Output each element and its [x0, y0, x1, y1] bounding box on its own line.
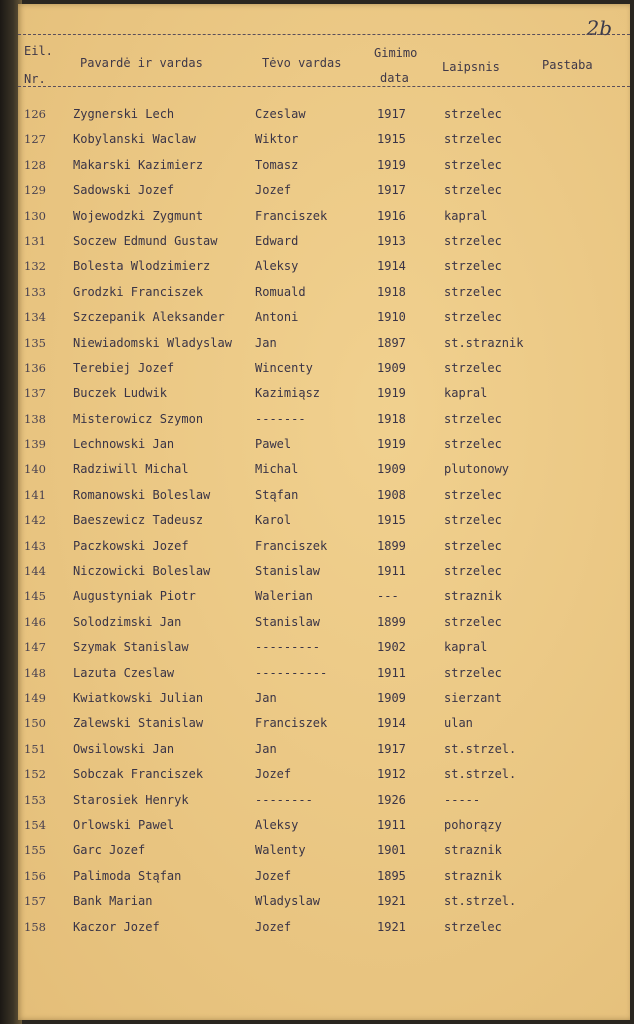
row-name: Szczepanik Aleksander	[73, 310, 225, 325]
header-top-dashed-line	[18, 34, 630, 35]
row-name: Niewiadomski Wladyslaw	[73, 335, 232, 350]
row-rank: strzelec	[444, 360, 502, 375]
row-father-name: --------	[255, 792, 313, 807]
row-birth-year: 1918	[377, 284, 406, 299]
row-birth-year: 1911	[377, 817, 406, 832]
row-father-name: Aleksy	[255, 259, 299, 274]
row-rank: straznik	[444, 589, 502, 604]
row-name: Szymak Stanislaw	[73, 640, 189, 655]
table-row	[18, 127, 630, 152]
table-row	[18, 407, 630, 432]
row-number: 156	[24, 868, 46, 883]
row-father-name: Kazimiąsz	[255, 386, 321, 401]
header-nr-label-1: Eil.	[24, 44, 53, 58]
row-number: 155	[24, 843, 46, 858]
row-rank: strzelec	[444, 183, 502, 198]
header-father-label: Tėvo vardas	[262, 56, 342, 70]
row-number: 158	[24, 919, 46, 934]
row-name: Kwiatkowski Julian	[73, 690, 204, 705]
row-birth-year: 1911	[377, 665, 406, 680]
header-name-label: Pavardė ir vardas	[80, 56, 203, 70]
table-row	[18, 610, 630, 635]
row-name: Lazuta Czeslaw	[73, 665, 175, 680]
row-father-name: Karol	[255, 513, 292, 528]
header-rank-label: Laipsnis	[442, 60, 500, 74]
table-row	[18, 483, 630, 508]
row-birth-year: 1916	[377, 208, 406, 223]
table-row	[18, 661, 630, 686]
row-number: 150	[24, 716, 46, 731]
row-birth-year: 1926	[377, 792, 406, 807]
document-page	[18, 4, 630, 1020]
row-name: Bank Marian	[73, 894, 153, 909]
row-father-name: Franciszek	[255, 716, 328, 731]
row-number: 133	[24, 284, 46, 299]
row-number: 141	[24, 487, 46, 502]
row-number: 147	[24, 640, 46, 655]
row-birth-year: 1899	[377, 538, 406, 553]
row-name: Romanowski Boleslaw	[73, 487, 211, 502]
row-number: 149	[24, 690, 46, 705]
table-row	[18, 280, 630, 305]
row-name: Owsilowski Jan	[73, 741, 175, 756]
roster-table-body	[18, 102, 630, 940]
row-rank: strzelec	[444, 157, 502, 172]
row-father-name: Wiktor	[255, 132, 299, 147]
row-father-name: Jan	[255, 335, 277, 350]
row-number: 146	[24, 614, 46, 629]
row-name: Paczkowski Jozef	[73, 538, 189, 553]
table-row	[18, 254, 630, 279]
row-birth-year: 1921	[377, 919, 406, 934]
table-row	[18, 178, 630, 203]
row-birth-year: 1908	[377, 487, 406, 502]
row-number: 143	[24, 538, 46, 553]
row-father-name: Jozef	[255, 919, 292, 934]
row-name: Buczek Ludwik	[73, 386, 167, 401]
row-father-name: Romuald	[255, 284, 306, 299]
row-rank: strzelec	[444, 437, 502, 452]
row-rank: kapral	[444, 640, 488, 655]
row-number: 144	[24, 564, 46, 579]
row-rank: -----	[444, 792, 481, 807]
row-birth-year: 1917	[377, 183, 406, 198]
table-row	[18, 788, 630, 813]
row-name: Zygnerski Lech	[73, 107, 175, 121]
row-birth-year: 1919	[377, 157, 406, 172]
table-row	[18, 204, 630, 229]
row-father-name: -------	[255, 411, 306, 426]
row-father-name: Antoni	[255, 310, 299, 325]
row-number: 126	[24, 107, 46, 121]
row-number: 127	[24, 132, 46, 147]
row-number: 157	[24, 894, 46, 909]
row-rank: straznik	[444, 843, 502, 858]
row-birth-year: 1910	[377, 310, 406, 325]
row-number: 129	[24, 183, 46, 198]
row-father-name: Wladyslaw	[255, 894, 321, 909]
table-row	[18, 381, 630, 406]
row-rank: strzelec	[444, 132, 502, 147]
row-name: Kaczor Jozef	[73, 919, 160, 934]
row-father-name: Walenty	[255, 843, 306, 858]
row-name: Zalewski Stanislaw	[73, 716, 204, 731]
row-name: Starosiek Henryk	[73, 792, 189, 807]
row-birth-year: 1895	[377, 868, 406, 883]
row-father-name: Franciszek	[255, 538, 328, 553]
header-birth-label-1: Gimimo	[374, 46, 418, 60]
row-birth-year: 1909	[377, 462, 406, 477]
row-rank: st.strzel.	[444, 894, 517, 909]
row-rank: strzelec	[444, 107, 502, 121]
row-father-name: Edward	[255, 233, 299, 248]
table-row	[18, 508, 630, 533]
row-name: Sadowski Jozef	[73, 183, 175, 198]
row-number: 137	[24, 386, 46, 401]
table-row	[18, 813, 630, 838]
row-number: 128	[24, 157, 46, 172]
row-number: 132	[24, 259, 46, 274]
table-row	[18, 915, 630, 940]
row-father-name: Michal	[255, 462, 299, 477]
table-row	[18, 559, 630, 584]
row-number: 152	[24, 767, 46, 782]
row-number: 153	[24, 792, 46, 807]
row-name: Soczew Edmund Gustaw	[73, 233, 218, 248]
table-row	[18, 864, 630, 889]
row-name: Baeszewicz Tadeusz	[73, 513, 204, 528]
row-birth-year: 1915	[377, 513, 406, 528]
row-father-name: Walerian	[255, 589, 313, 604]
table-row	[18, 838, 630, 863]
row-name: Kobylanski Waclaw	[73, 132, 196, 147]
row-rank: strzelec	[444, 614, 502, 629]
row-birth-year: 1914	[377, 716, 406, 731]
row-number: 140	[24, 462, 46, 477]
sheet-number: 2b	[586, 16, 612, 40]
row-rank: strzelec	[444, 564, 502, 579]
row-father-name: Franciszek	[255, 208, 328, 223]
row-father-name: ----------	[255, 665, 328, 680]
table-row	[18, 737, 630, 762]
row-name: Wojewodzki Zygmunt	[73, 208, 204, 223]
row-rank: straznik	[444, 868, 502, 883]
row-rank: kapral	[444, 386, 488, 401]
table-row	[18, 356, 630, 381]
table-row	[18, 534, 630, 559]
row-name: Lechnowski Jan	[73, 437, 175, 452]
row-birth-year: 1921	[377, 894, 406, 909]
table-row	[18, 711, 630, 736]
header-birth-label-2: data	[380, 71, 409, 85]
row-father-name: Stanislaw	[255, 564, 321, 579]
row-birth-year: 1917	[377, 107, 406, 121]
row-rank: st.strzel.	[444, 741, 517, 756]
row-rank: strzelec	[444, 665, 502, 680]
row-birth-year: 1911	[377, 564, 406, 579]
row-birth-year: 1914	[377, 259, 406, 274]
row-birth-year: 1909	[377, 360, 406, 375]
table-row	[18, 762, 630, 787]
table-row	[18, 331, 630, 356]
row-birth-year: 1912	[377, 767, 406, 782]
row-rank: strzelec	[444, 538, 502, 553]
row-number: 131	[24, 233, 46, 248]
row-rank: strzelec	[444, 259, 502, 274]
row-number: 136	[24, 360, 46, 375]
row-number: 130	[24, 208, 46, 223]
row-birth-year: 1915	[377, 132, 406, 147]
row-rank: plutonowy	[444, 462, 510, 477]
table-row	[18, 457, 630, 482]
row-birth-year: 1909	[377, 690, 406, 705]
row-name: Augustyniak Piotr	[73, 589, 196, 604]
row-rank: strzelec	[444, 919, 502, 934]
row-birth-year: 1897	[377, 335, 406, 350]
row-name: Terebiej Jozef	[73, 360, 175, 375]
row-father-name: Tomasz	[255, 157, 299, 172]
row-number: 151	[24, 741, 46, 756]
row-number: 135	[24, 335, 46, 350]
row-name: Solodzimski Jan	[73, 614, 182, 629]
row-birth-year: 1913	[377, 233, 406, 248]
table-header	[18, 4, 630, 94]
table-row	[18, 584, 630, 609]
row-birth-year: 1919	[377, 437, 406, 452]
row-birth-year: 1899	[377, 614, 406, 629]
table-row	[18, 686, 630, 711]
row-rank: strzelec	[444, 284, 502, 299]
row-rank: sierzant	[444, 690, 502, 705]
row-name: Misterowicz Szymon	[73, 411, 204, 426]
row-father-name: Jozef	[255, 183, 292, 198]
row-father-name: Pawel	[255, 437, 292, 452]
row-name: Garc Jozef	[73, 843, 146, 858]
row-number: 138	[24, 411, 46, 426]
table-row	[18, 305, 630, 330]
row-birth-year: 1901	[377, 843, 406, 858]
row-name: Radziwill Michal	[73, 462, 189, 477]
row-number: 134	[24, 310, 46, 325]
row-father-name: Jozef	[255, 868, 292, 883]
row-number: 142	[24, 513, 46, 528]
header-bottom-dashed-line	[18, 86, 630, 87]
row-rank: ulan	[444, 716, 473, 731]
row-rank: pohorązy	[444, 817, 502, 832]
row-father-name: Jozef	[255, 767, 292, 782]
row-name: Palimoda Stąfan	[73, 868, 182, 883]
table-row	[18, 432, 630, 457]
row-birth-year: 1902	[377, 640, 406, 655]
row-birth-year: 1918	[377, 411, 406, 426]
table-row	[18, 153, 630, 178]
row-name: Orlowski Pawel	[73, 817, 175, 832]
row-father-name: ---------	[255, 640, 321, 655]
row-name: Makarski Kazimierz	[73, 157, 204, 172]
row-rank: strzelec	[444, 487, 502, 502]
row-father-name: Jan	[255, 690, 277, 705]
row-father-name: Czeslaw	[255, 107, 306, 121]
row-father-name: Stąfan	[255, 487, 299, 502]
row-father-name: Jan	[255, 741, 277, 756]
row-number: 148	[24, 665, 46, 680]
header-note-label: Pastaba	[542, 58, 593, 72]
row-name: Sobczak Franciszek	[73, 767, 204, 782]
header-nr-label-2: Nr.	[24, 72, 46, 86]
row-rank: strzelec	[444, 411, 502, 426]
table-row	[18, 229, 630, 254]
row-rank: strzelec	[444, 310, 502, 325]
row-number: 139	[24, 437, 46, 452]
row-rank: st.straznik	[444, 335, 524, 350]
row-rank: strzelec	[444, 233, 502, 248]
row-name: Grodzki Franciszek	[73, 284, 204, 299]
row-birth-year: 1919	[377, 386, 406, 401]
row-rank: kapral	[444, 208, 488, 223]
row-father-name: Aleksy	[255, 817, 299, 832]
row-rank: st.strzel.	[444, 767, 517, 782]
row-name: Bolesta Wlodzimierz	[73, 259, 211, 274]
row-father-name: Wincenty	[255, 360, 313, 375]
row-rank: strzelec	[444, 513, 502, 528]
table-row	[18, 102, 630, 127]
row-number: 154	[24, 817, 46, 832]
row-birth-year: 1917	[377, 741, 406, 756]
table-row	[18, 889, 630, 914]
row-number: 145	[24, 589, 46, 604]
row-name: Niczowicki Boleslaw	[73, 564, 211, 579]
row-birth-year: ---	[377, 589, 399, 604]
table-row	[18, 635, 630, 660]
row-father-name: Stanislaw	[255, 614, 321, 629]
